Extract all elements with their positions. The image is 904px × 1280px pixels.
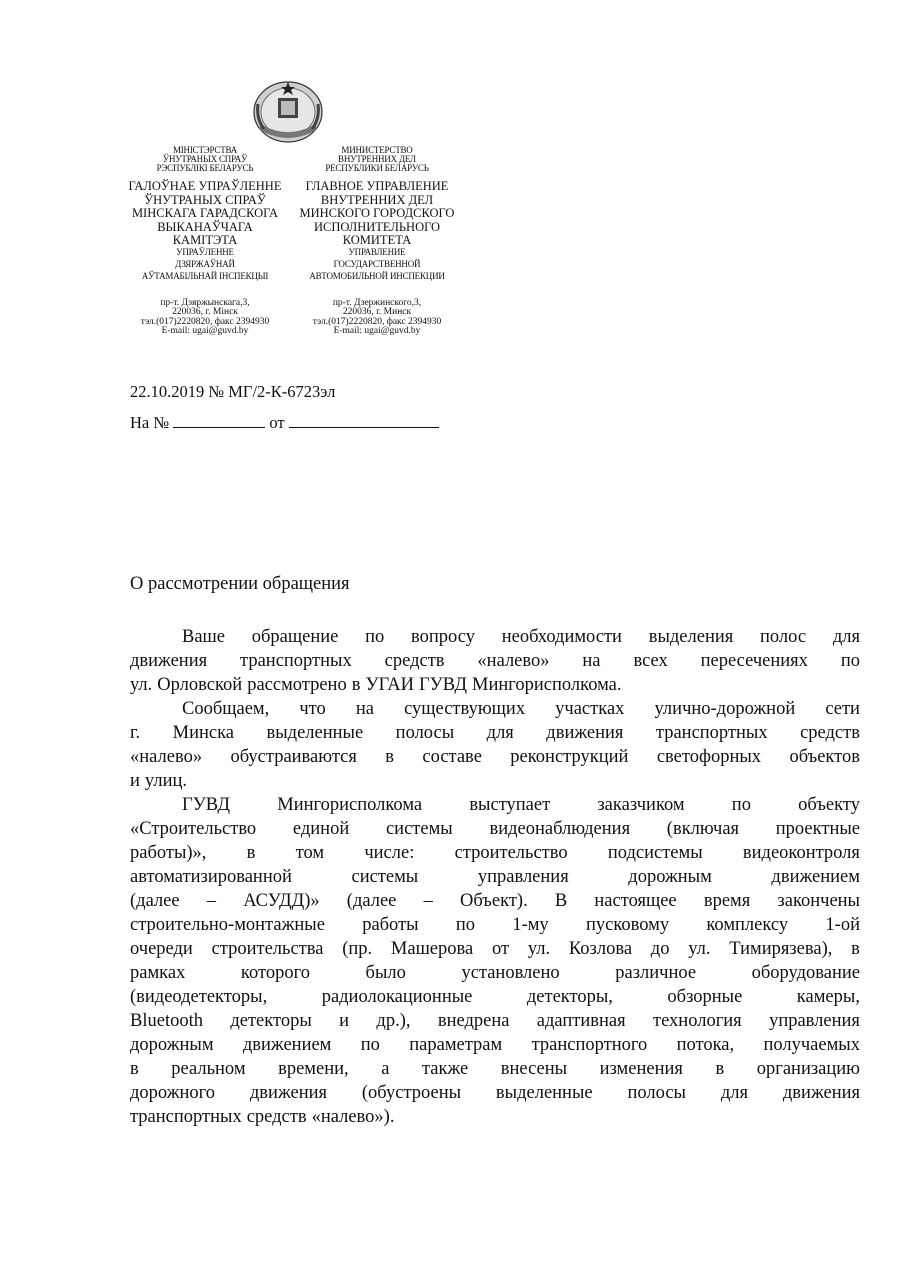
body-line: дорожного движения (обустроены выделенные полосы для движения <box>130 1083 860 1103</box>
division-line: АВТОМОБИЛЬНОЙ ИНСПЕКЦИИ <box>309 270 445 281</box>
body-line: Сообщаем, что на существующих участках улично-дорожной сети <box>182 699 860 719</box>
letterhead-russian <box>282 146 472 337</box>
department-line: ИСПОЛНИТЕЛЬНОГО <box>313 219 441 234</box>
email-line: E-mail: ugai@guvd.by <box>333 326 421 336</box>
body-line: ГУВД Мингорисполкома выступает заказчиком по объекту <box>182 795 860 815</box>
reply-date-blank <box>289 413 439 428</box>
body-line: дорожным движением по параметрам транспортного потока, получаемых <box>130 1035 860 1055</box>
address-line: 220036, г. Мінск <box>172 307 238 317</box>
body-line: (видеодетекторы, радиолокационные детекторы, обзорные камеры, <box>130 987 860 1007</box>
body-line: и улиц. <box>130 771 188 791</box>
state-emblem-icon <box>248 74 328 144</box>
division-line: УПРАЎЛЕННЕ <box>176 246 234 257</box>
division-line: ДЗЯРЖАЎНАЙ <box>175 258 235 269</box>
department-line: ЎНУТРАНЫХ СПРАЎ <box>144 192 266 207</box>
body-line: «Строительство единой системы видеонаблюдения (включая проектные <box>130 819 860 839</box>
body-line: в реальном времени, а также внесены изменения в организацию <box>130 1059 860 1079</box>
body-line: ул. Орловской рассмотрено в УГАИ ГУВД Мингорисполкома. <box>130 675 622 695</box>
reply-reference <box>130 413 439 433</box>
letter-subject: О рассмотрении обращения <box>130 574 350 594</box>
reply-prefix: На № <box>130 413 170 432</box>
body-line: Bluetooth детекторы и др.), внедрена адаптивная технология управления <box>130 1011 860 1031</box>
body-line: «налево» обустраиваются в составе реконструкций светофорных объектов <box>130 747 860 767</box>
ministry-line: МИНИСТЕРСТВО <box>341 145 413 155</box>
body-line: транспортных средств «налево»). <box>130 1107 395 1127</box>
ministry-line: ЎНУТРАНЫХ СПРАЎ <box>162 154 248 164</box>
address-line: тэл.(017)2220820, факс 2394930 <box>312 316 442 327</box>
body-line: движения транспортных средств «налево» на всех пересечениях по <box>130 651 860 671</box>
registration-number: 22.10.2019 № МГ/2-К-6723эл <box>130 382 336 401</box>
ministry-line: РЭСПУБЛІКІ БЕЛАРУСЬ <box>156 163 254 173</box>
reply-from-label: от <box>269 413 285 432</box>
body-line: строительно-монтажные работы по 1-му пусковому комплексу 1-ой <box>130 915 860 935</box>
department-line: ГЛАВНОЕ УПРАВЛЕНИЕ <box>305 179 449 193</box>
letterhead-belarusian <box>110 146 300 337</box>
ministry-line: ВНУТРЕННИХ ДЕЛ <box>338 154 416 164</box>
email-line: E-mail: ugai@guvd.by <box>161 326 249 336</box>
body-line: г. Минска выделенные полосы для движения транспортных средств <box>130 723 860 743</box>
department-line: ВЫКАНАЎЧАГА <box>157 219 253 234</box>
division-line: АЎТАМАБІЛЬНАЙ ІНСПЕКЦЫІ <box>141 270 269 281</box>
department-line: МІНСКАГА ГАРАДСКОГА <box>131 206 279 220</box>
address-line: пр-т. Дзержинского,3, <box>332 297 422 308</box>
reply-number-blank <box>173 413 265 428</box>
ministry-line: МІНІСТЭРСТВА <box>172 145 238 155</box>
department-line: МИНСКОГО ГОРОДСКОГО <box>299 206 455 220</box>
division-line: ГОСУДАРСТВЕННОЙ <box>333 258 421 269</box>
body-line: очереди строительства (пр. Машерова от ул. Козлова до ул. Тимирязева), в <box>130 939 860 959</box>
body-line: Ваше обращение по вопросу необходимости выделения полос для <box>182 627 860 647</box>
address-line: пр-т. Дзяржынскага,3, <box>160 297 250 308</box>
address-line: тэл.(017)2220820, факс 2394930 <box>140 316 270 327</box>
body-line: работы)», в том числе: строительство подсистемы видеоконтроля <box>130 843 860 863</box>
body-line: (далее – АСУДД)» (далее – Объект). В настоящее время закончены <box>130 891 860 911</box>
letter-body <box>130 625 860 1129</box>
body-line: рамках которого было установлено различное оборудование <box>130 963 860 983</box>
department-line: ГАЛОЎНАЕ УПРАЎЛЕННЕ <box>128 179 282 193</box>
ministry-line: РЕСПУБЛИКИ БЕЛАРУСЬ <box>325 163 429 173</box>
address-line: 220036, г. Минск <box>342 307 412 317</box>
department-line: КАМІТЭТА <box>172 233 238 247</box>
body-line: автоматизированной системы управления дорожным движением <box>130 867 860 887</box>
division-line: УПРАВЛЕНИЕ <box>348 246 406 257</box>
department-line: КОМИТЕТА <box>342 233 412 247</box>
department-line: ВНУТРЕННИХ ДЕЛ <box>320 192 434 207</box>
